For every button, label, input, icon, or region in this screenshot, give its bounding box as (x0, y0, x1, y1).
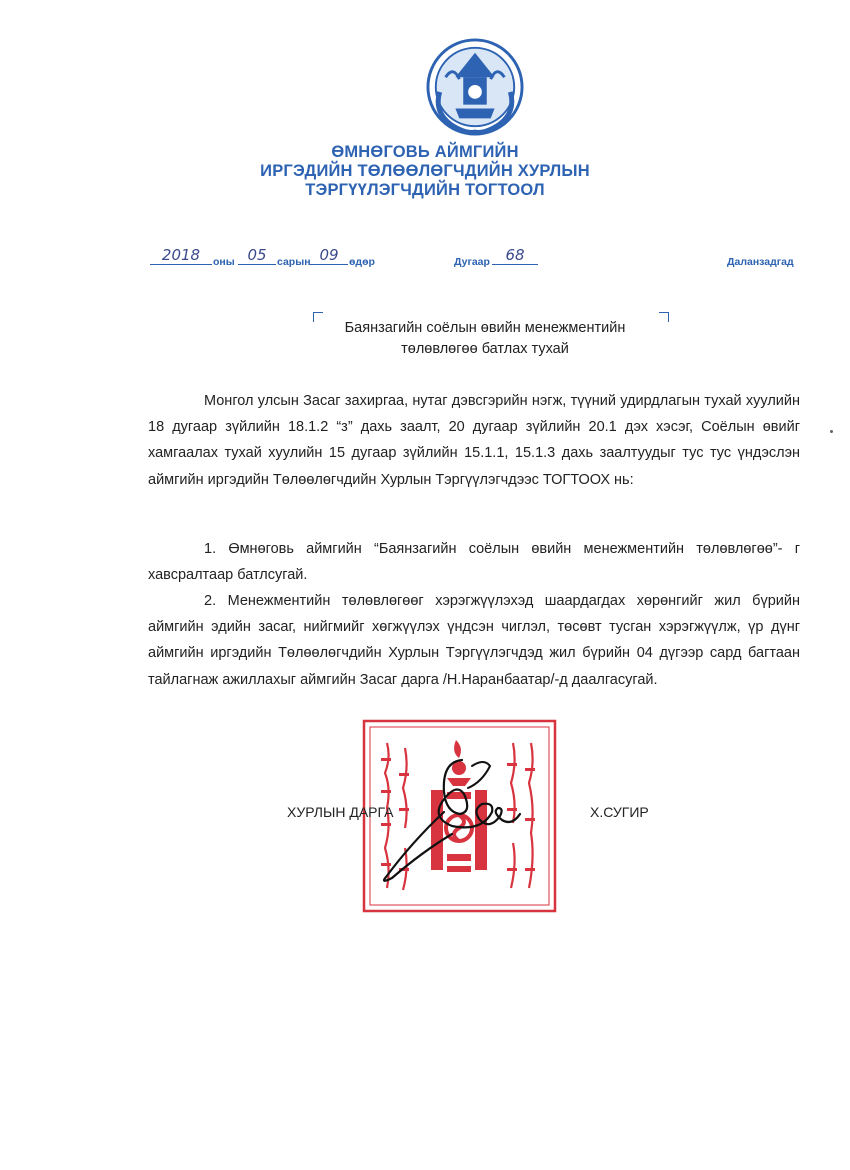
decision-number: 68 (492, 246, 538, 265)
city-name: Даланзадгад (727, 256, 794, 268)
handwritten-signature (372, 752, 542, 887)
date-day: 09 (310, 246, 348, 265)
signatory-name: Х.СУГИР (590, 804, 649, 820)
number-label: Дугаар (454, 256, 490, 268)
subject-line-1: Баянзагийн соёлын өвийн менежментийн (344, 320, 626, 336)
speck (830, 430, 833, 433)
header-line-1: ӨМНӨГОВЬ АЙМГИЙН (331, 143, 519, 161)
date-year-suffix: оны (213, 256, 235, 268)
date-month-suffix: сарын (277, 256, 311, 268)
signatory-title: ХУРЛЫН ДАРГА (287, 804, 394, 820)
date-day-suffix: өдөр (349, 256, 375, 268)
body-item-1: 1. Өмнөговь аймгийн “Баянзагийн соёлын өвийн менежментийн төлөвлөгөө”- г хавсралтаар батлсугай. (148, 541, 800, 584)
header-line-3: ТЭРГҮҮЛЭГЧДИЙН ТОГТООЛ (305, 181, 545, 199)
subject-corner-right (659, 312, 669, 322)
body-intro: Монгол улсын Засаг захиргаа, нутаг дэвсгэрийн нэгж, түүний удирдлагын тухай хуулийн 18 дугаар зүйлийн 18.1.2 “з” дахь заалт, 20 дугаар зүйлийн 20.1 дэх хэсэг, Соёлын өвийг хамгаалах тухай хуулийн 15 дугаар зүйлийн 15.1.1, 15.1.3 дахь заалтуудыг тус тус үндэслэн аймгийн иргэдийн Төлөөлөгчдийн Хурлын Тэргүүлэгчдээс ТОГТООХ нь: (148, 393, 800, 488)
date-row (0, 0, 850, 300)
body-item-2: 2. Менежментийн төлөвлөгөөг хэрэгжүүлэхэд шаардагдах хөрөнгийг жил бүрийн аймгийн эдийн засаг, нийгмийг хөгжүүлэх үндсэн чиглэл, төсөвт тусган хэрэгжүүлж, үр дүнг аймгийн иргэдийн Төлөөлөгчдийн Хурлын Тэргүүлэгчдэд жил бүрийн 04 дүгээр сард багтаан тайлагнаж ажиллахыг аймгийн Засаг дарга /Н.Наранбаатар/-д даалгасугай. (148, 593, 800, 688)
subject-line-2: төлөвлөгөө батлах тухай (401, 341, 569, 357)
date-year: 2018 (150, 246, 212, 265)
date-month: 05 (238, 246, 276, 265)
document-subject (315, 318, 655, 360)
header-line-2: ИРГЭДИЙН ТӨЛӨӨЛӨГЧДИЙН ХУРЛЫН (260, 162, 590, 180)
